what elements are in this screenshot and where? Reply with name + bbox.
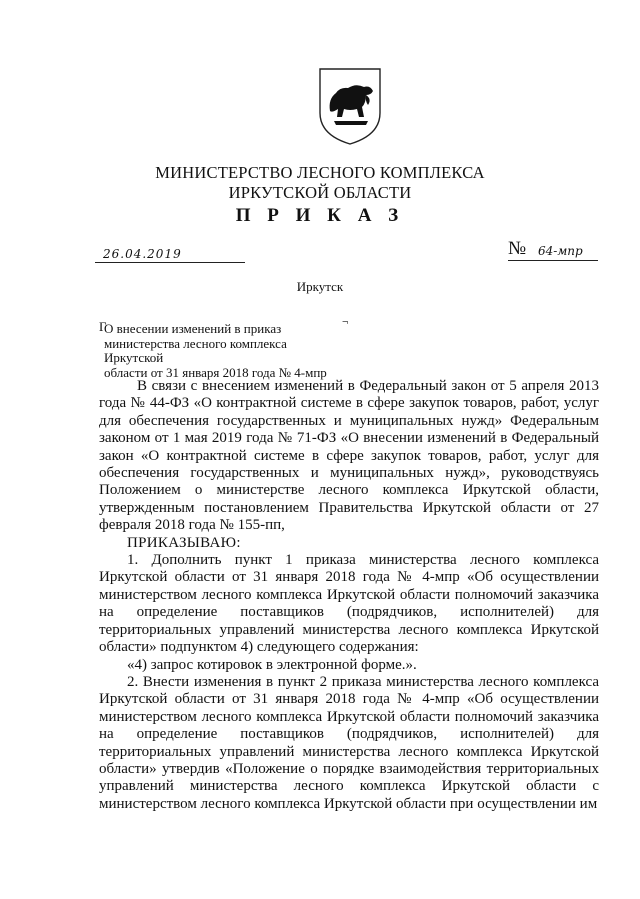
handwritten-number: 64-мпр [538, 244, 583, 258]
coat-of-arms-icon [316, 65, 384, 147]
item-1-quote: «4) запрос котировок в электронной форме.». [127, 656, 417, 673]
order-subject [104, 322, 344, 380]
subject-line-3: области от 31 января 2018 года № 4-мпр [104, 364, 327, 380]
document-type-title: П Р И К А З [235, 205, 405, 226]
city-name: Иркутск [296, 279, 344, 294]
subject-bracket-right: ¬ [342, 316, 349, 328]
document-body [99, 378, 599, 813]
ministry-name [0, 163, 640, 203]
ministry-line-1: МИНИСТЕРСТВО ЛЕСНОГО КОМПЛЕКСА [155, 163, 485, 182]
subject-line-1: О внесении изменений в приказ [104, 321, 282, 336]
order-verb: ПРИКАЗЫВАЮ: [127, 534, 241, 551]
subject-bracket-left: Г [99, 319, 107, 334]
handwritten-date: 26.04.2019 [103, 247, 182, 261]
date-field [95, 242, 245, 263]
item-1-paragraph: 1. Дополнить пункт 1 приказа министерства лесного комплекса Иркутской области от 31 января 2018 года № 4-мпр «Об осуществлении министерством лесного комплекса Иркутской области полномочий заказчика на определение поставщиков (подрядчиков, исполнителей) для территориальных управлений министерства лесного комплекса Иркутской области» подпунктом 4) следующего содержания: [99, 552, 599, 656]
number-sign: № [508, 238, 527, 259]
number-field [508, 236, 598, 261]
preamble-paragraph: В связи с внесением изменений в Федеральный закон от 5 апреля 2013 года № 44-ФЗ «О контрактной системе в сфере закупок товаров, работ, услуг для обеспечения государственных и муниципальных нужд» Федеральным законом от 1 мая 2019 года № 71-ФЗ «О внесении изменений в Федеральный закон «О контрактной системе в сфере закупок товаров, работ, услуг для обеспечения государственных и муниципальных нужд», руководствуясь Положением о министерстве лесного комплекса Иркутской области, утвержденным постановлением Правительства Иркутской области от 27 февраля 2018 года № 155-пп, [99, 378, 599, 534]
subject-line-2: министерства лесного комплекса Иркутской [104, 335, 287, 365]
item-2-paragraph: 2. Внести изменения в пункт 2 приказа министерства лесного комплекса Иркутской области от 31 января 2018 года № 4-мпр «Об осуществлении министерством лесного комплекса Иркутской области полномочий заказчика на определение поставщиков (подрядчиков, исполнителей) для территориальных управлений министерства лесного комплекса Иркутской области» утвердив «Положение о порядке взаимодействия территориальных управлений министерства лесного комплекса Иркутской области с министерством лесного комплекса Иркутской области при осуществлении им [99, 673, 599, 812]
ministry-line-2: ИРКУТСКОЙ ОБЛАСТИ [228, 183, 412, 202]
